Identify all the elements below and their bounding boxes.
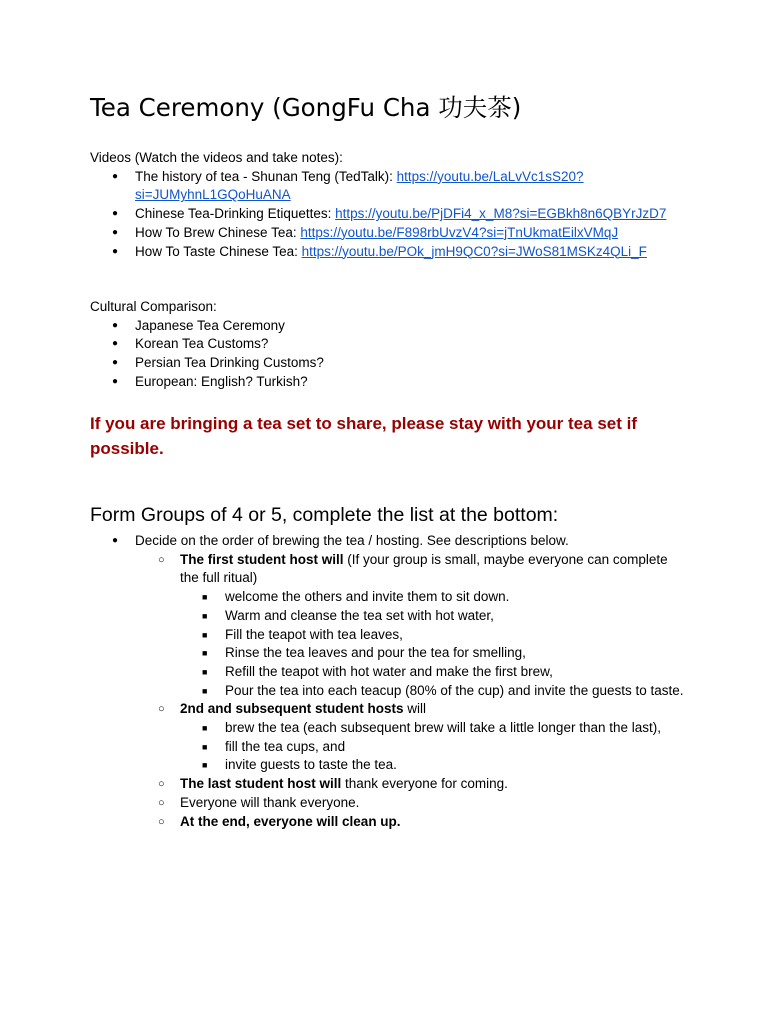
cultural-section	[90, 298, 690, 392]
video-label: Chinese Tea-Drinking Etiquettes:	[135, 206, 336, 222]
video-item	[135, 205, 690, 224]
list-item: ■ brew the tea (each subsequent brew will take a little longer than the last),	[225, 719, 690, 738]
tea-set-notice: If you are bringing a tea set to share, please stay with your tea set if possible.	[90, 414, 637, 458]
list-item: ● Japanese Tea Ceremony	[135, 317, 690, 336]
last-host-item	[180, 775, 690, 794]
videos-section	[90, 149, 690, 261]
cultural-heading: Cultural Comparison:	[90, 299, 217, 314]
video-link[interactable]: https://youtu.be/F898rbUvzV4?si=jTnUkmatEilxVMqJ	[300, 224, 619, 240]
groups-list	[90, 532, 690, 831]
list-item: ■ Rinse the tea leaves and pour the tea for smelling,	[225, 644, 690, 663]
page-title: Tea Ceremony (GongFu Cha 功夫茶)	[90, 93, 522, 122]
list-item: ■ fill the tea cups, and	[225, 738, 690, 757]
hosts-list	[135, 551, 690, 832]
first-host-label: The first student host will	[180, 551, 344, 567]
list-item: ■ Refill the teapot with hot water and make the first brew,	[225, 663, 690, 682]
subsequent-host-steps	[180, 719, 690, 775]
everyone-item: ○ Everyone will thank everyone.	[180, 794, 690, 813]
video-link[interactable]: https://youtu.be/PjDFi4_x_M8?si=EGBkh8n6QBYrJzD7	[335, 206, 667, 222]
last-host-label: The last student host will	[180, 776, 342, 792]
decide-text: Decide on the order of brewing the tea / hosting. See descriptions below.	[135, 533, 569, 548]
groups-section	[90, 532, 690, 831]
list-item: ● European: English? Turkish?	[135, 373, 690, 392]
list-item: ■ Warm and cleanse the tea set with hot water,	[225, 607, 690, 626]
first-host-steps	[180, 588, 690, 700]
video-item	[135, 168, 690, 205]
videos-heading: Videos (Watch the videos and take notes):	[90, 150, 343, 165]
video-label: How To Brew Chinese Tea:	[135, 224, 301, 240]
cleanup-label: At the end, everyone will clean up.	[180, 813, 401, 829]
subsequent-host-note: will	[403, 701, 427, 717]
subsequent-host-item	[180, 700, 690, 775]
video-link[interactable]: https://youtu.be/LaLvVc1sS20?si=JUMyhnL1GQoHuANA	[135, 168, 584, 203]
video-label: The history of tea - Shunan Teng (TedTalk):	[135, 168, 397, 184]
list-item: ■ welcome the others and invite them to sit down.	[225, 588, 690, 607]
first-host-note: (If your group is small, maybe everyone can complete the full ritual)	[180, 551, 668, 586]
groups-heading: Form Groups of 4 or 5, complete the list at the bottom:	[90, 504, 559, 526]
video-item	[135, 224, 690, 243]
subsequent-host-label: 2nd and subsequent student hosts	[180, 701, 404, 717]
list-item: ● Persian Tea Drinking Customs?	[135, 354, 690, 373]
list-item: ■ Pour the tea into each teacup (80% of the cup) and invite the guests to taste.	[225, 682, 690, 701]
videos-list	[90, 168, 690, 262]
video-item	[135, 243, 690, 262]
video-link[interactable]: https://youtu.be/POk_jmH9QC0?si=JWoS81MSKz4QLi_F	[301, 243, 647, 259]
video-label: How To Taste Chinese Tea:	[135, 243, 302, 259]
list-item: ■ Fill the teapot with tea leaves,	[225, 626, 690, 645]
list-item: ■ invite guests to taste the tea.	[225, 756, 690, 775]
list-item	[135, 532, 690, 831]
last-host-note: thank everyone for coming.	[341, 776, 508, 792]
first-host-item	[180, 551, 690, 701]
list-item: ● Korean Tea Customs?	[135, 335, 690, 354]
cultural-list	[90, 317, 690, 392]
cleanup-item	[180, 813, 690, 832]
